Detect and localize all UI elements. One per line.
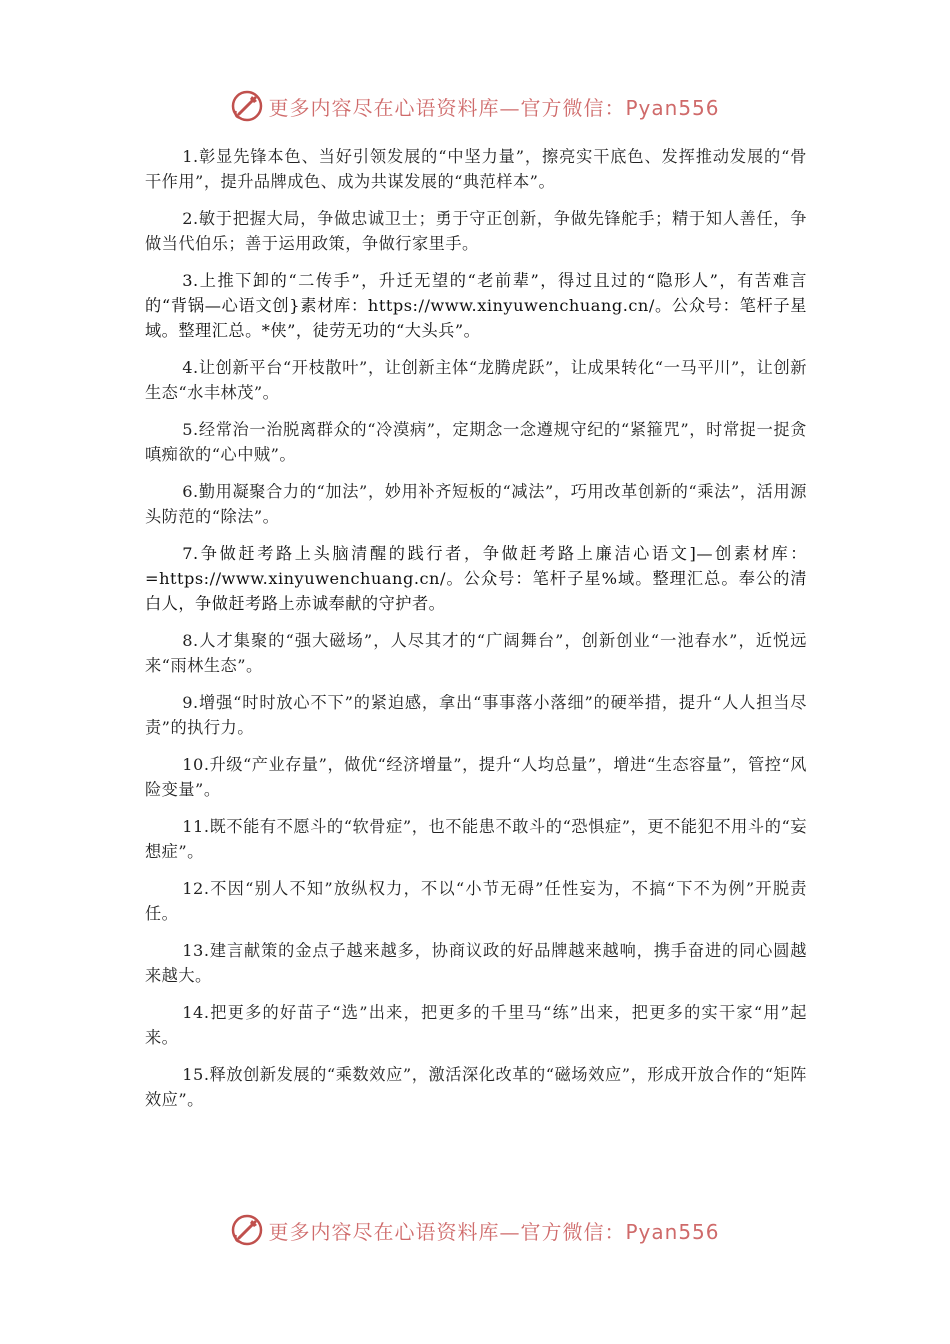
- pen-logo-icon: [230, 1213, 264, 1247]
- document-body: [145, 144, 807, 1124]
- paragraph-3: 3.上推下卸的“二传手”，升迁无望的“老前辈”，得过且过的“隐形人”，有苦难言的“背锅—心语文创}素材库：https://www.xinyuwenchuang.cn/。公众号：笔杆子星域。整理汇总。*侠”，徒劳无功的“大头兵”。: [145, 271, 807, 340]
- paragraph-4: 4.让创新平台“开枝散叶”，让创新主体“龙腾虎跃”，让成果转化“一马平川”，让创新生态“水丰林茂”。: [145, 358, 807, 402]
- paragraph-11: 11.既不能有不愿斗的“软骨症”，也不能患不敢斗的“恐惧症”，更不能犯不用斗的“妄想症”。: [145, 817, 807, 861]
- paragraph-15: 15.释放创新发展的“乘数效应”，激活深化改革的“磁场效应”，形成开放合作的“矩阵效应”。: [145, 1065, 807, 1109]
- paragraph-14: 14.把更多的好苗子“选”出来，把更多的千里马“练”出来，把更多的实干家“用”起来。: [145, 1003, 807, 1047]
- paragraph-12: 12.不因“别人不知”放纵权力，不以“小节无碍”任性妄为，不搞“下不为例”开脱责任。: [145, 879, 807, 923]
- header-banner: [0, 86, 950, 126]
- paragraph-13: 13.建言献策的金点子越来越多，协商议政的好品牌越来越响，携手奋进的同心圆越来越大。: [145, 941, 807, 985]
- paragraph-1: 1.彰显先锋本色、当好引领发展的“中坚力量”，擦亮实干底色、发挥推动发展的“骨干作用”，提升品牌成色、成为共谋发展的“典范样本”。: [145, 147, 807, 191]
- paragraph-8: 8.人才集聚的“强大磁场”，人尽其才的“广阔舞台”，创新创业“一池春水”，近悦远来“雨林生态”。: [145, 631, 807, 675]
- header-text: 更多内容尽在心语资料库—官方微信：Pyan556: [268, 95, 720, 120]
- paragraph-7: 7.争做赶考路上头脑清醒的践行者，争做赶考路上廉洁心语文]—创素材库：=https://www.xinyuwenchuang.cn/。公众号：笔杆子星%域。整理汇总。奉公的清白人，争做赶考路上赤诚奉献的守护者。: [145, 544, 807, 613]
- footer-banner: [0, 1210, 950, 1250]
- paragraph-9: 9.增强“时时放心不下”的紧迫感，拿出“事事落小落细”的硬举措，提升“人人担当尽责”的执行力。: [145, 693, 807, 737]
- paragraph-2: 2.敏于把握大局，争做忠诚卫士；勇于守正创新，争做先锋舵手；精于知人善任，争做当代伯乐；善于运用政策，争做行家里手。: [145, 209, 807, 253]
- pen-logo-icon: [230, 89, 264, 123]
- paragraph-5: 5.经常治一治脱离群众的“冷漠病”，定期念一念遵规守纪的“紧箍咒”，时常捉一捉贪嗔痴欲的“心中贼”。: [145, 420, 807, 464]
- footer-text: 更多内容尽在心语资料库—官方微信：Pyan556: [268, 1219, 720, 1244]
- paragraph-6: 6.勤用凝聚合力的“加法”，妙用补齐短板的“减法”，巧用改革创新的“乘法”，活用源头防范的“除法”。: [145, 482, 807, 526]
- paragraph-10: 10.升级“产业存量”，做优“经济增量”，提升“人均总量”，增进“生态容量”，管控“风险变量”。: [145, 755, 807, 799]
